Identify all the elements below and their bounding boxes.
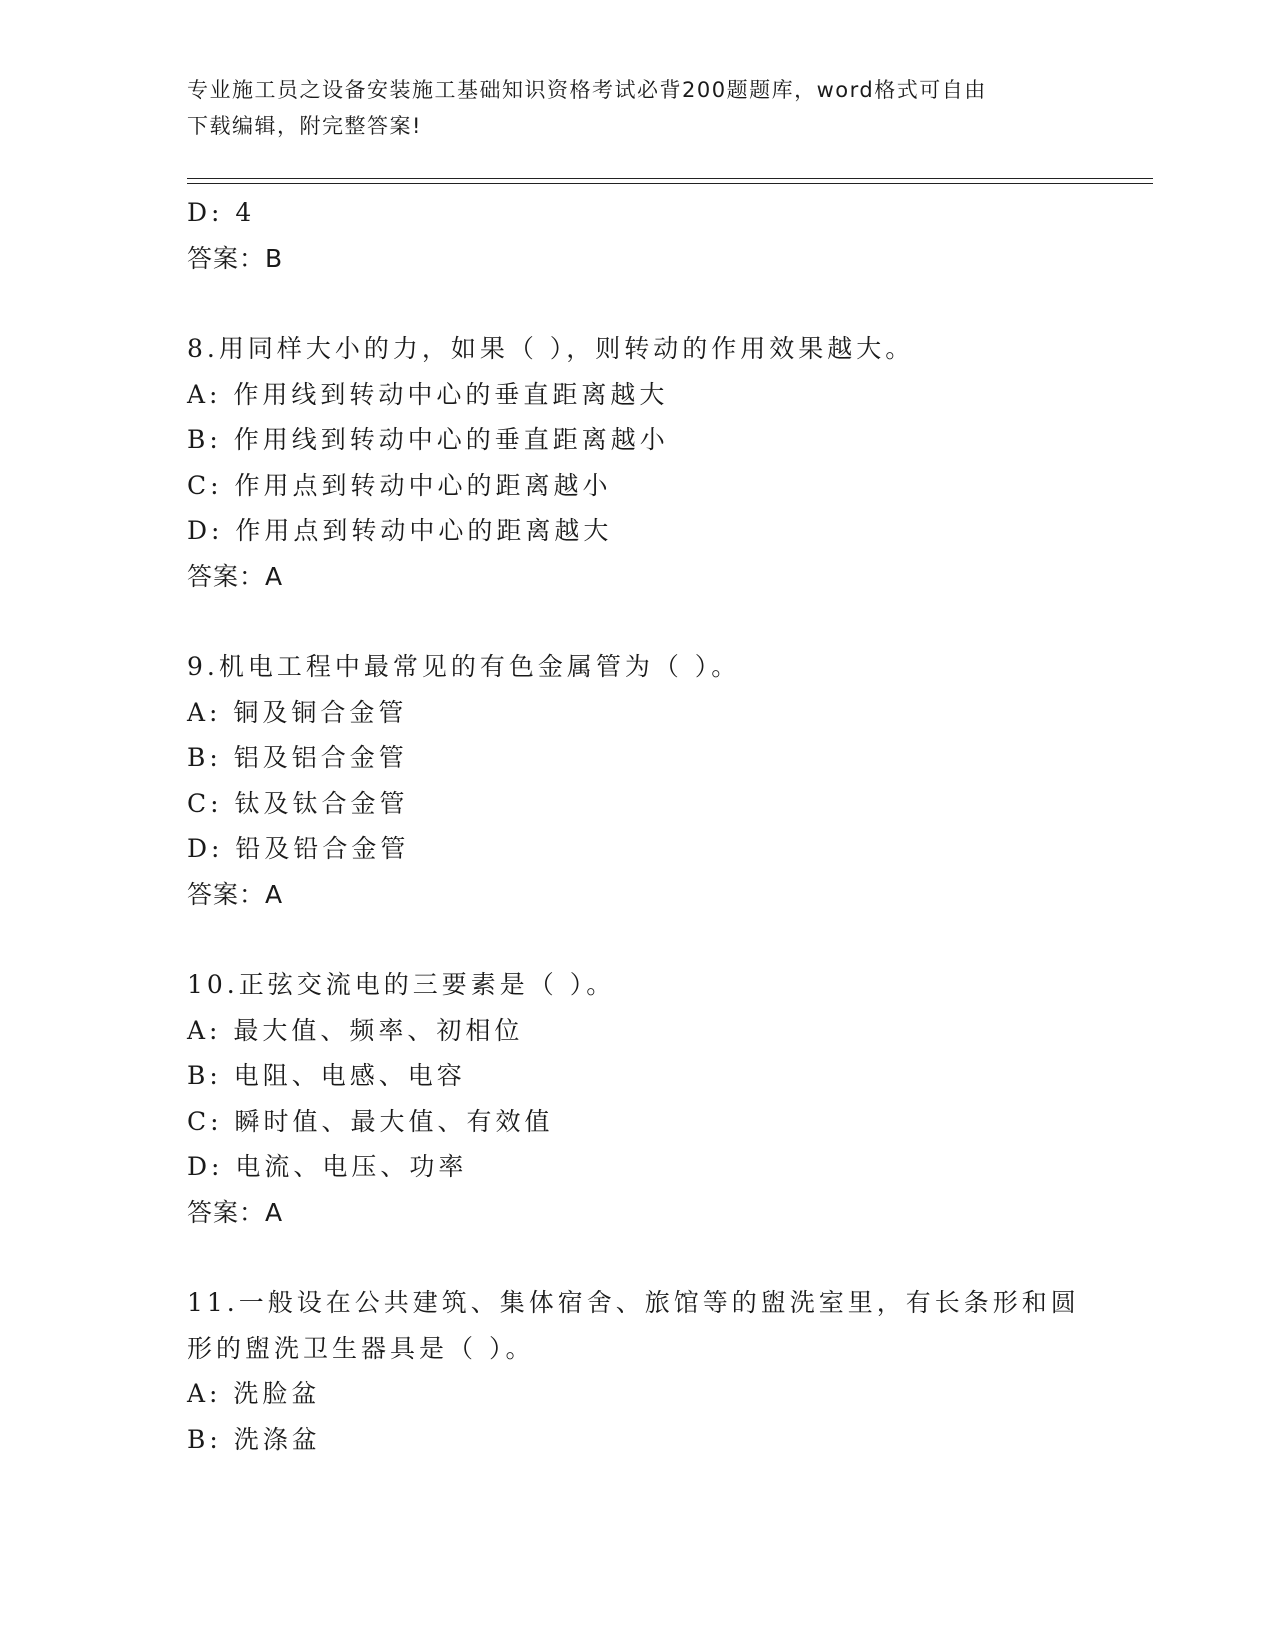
question-title: 10.正弦交流电的三要素是（ ）。 [187,970,616,999]
header-line-2: 下载编辑，附完整答案! [187,114,422,138]
question-title: 8.用同样大小的力，如果（ ），则转动的作用效果越大。 [187,334,915,363]
question-title: 9.机电工程中最常见的有色金属管为（ ）。 [187,652,741,681]
option-b: B: 铝及铝合金管 [187,743,408,772]
option-c: C: 瞬时值、最大值、有效值 [187,1106,554,1136]
question-list [187,190,1087,1462]
option-b: B: 作用线到转动中心的垂直距离越小 [187,425,669,454]
answer-label: 答案：A [187,561,284,591]
option-d: D: 铅及铅合金管 [187,834,410,863]
question-9 [187,644,1087,917]
option-b: B: 电阻、电感、电容 [187,1061,466,1090]
option-a: A: 洗脸盆 [187,1379,321,1408]
question-8 [187,326,1087,599]
question-title-line-2: 形的盥洗卫生器具是（ ）。 [187,1333,535,1363]
option-b: B: 洗涤盆 [187,1424,321,1454]
answer-label: 答案：B [187,243,284,273]
option-d: D: 作用点到转动中心的距离越大 [187,516,613,545]
header-divider-bottom [187,183,1153,184]
question-11 [187,1280,1087,1462]
question-title-line-1: 11.一般设在公共建筑、集体宿舍、旅馆等的盥洗室里，有长条形和圆 [187,1288,1080,1317]
header-line-1: 专业施工员之设备安装施工基础知识资格考试必背200题题库，word格式可自由 [187,78,987,102]
option-d: D: 电流、电压、功率 [187,1152,468,1181]
option-a: A: 最大值、频率、初相位 [187,1015,524,1045]
option-d: D: 4 [187,198,256,227]
option-a: A: 作用线到转动中心的垂直距离越大 [187,379,669,409]
previous-question-tail [187,190,1087,281]
header-divider-top [187,178,1153,179]
answer-label: 答案：A [187,1197,284,1227]
question-10 [187,962,1087,1235]
document-header [187,72,1077,144]
option-a: A: 铜及铜合金管 [187,697,408,727]
option-c: C: 作用点到转动中心的距离越小 [187,470,612,500]
answer-label: 答案：A [187,879,284,909]
option-c: C: 钛及钛合金管 [187,788,409,818]
